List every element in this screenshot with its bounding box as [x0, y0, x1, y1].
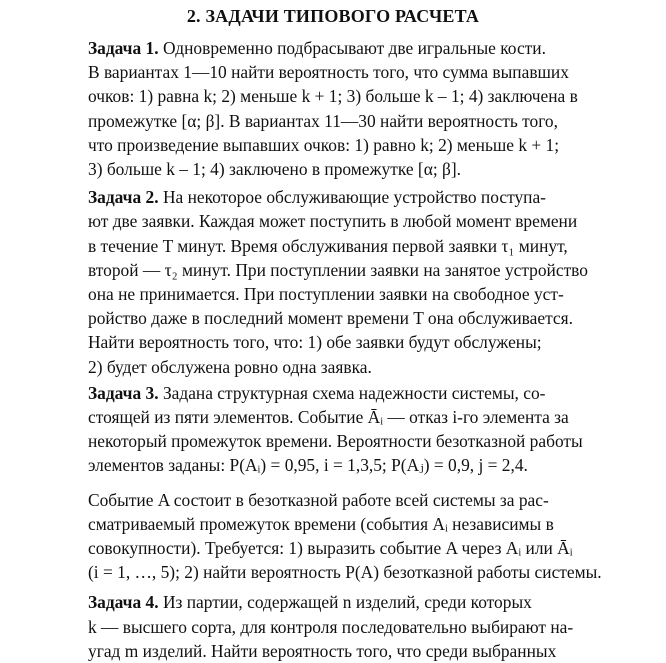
task-2-paragraph	[58, 185, 608, 379]
task-2-line: На некоторое обслуживающие устройство поступа-	[162, 187, 546, 208]
task-3-cont-line: (i = 1, …, 5); 2) найти вероятность P(A) безотказной работы системы.	[88, 562, 602, 583]
task-3-line: элементов заданы: P(Aᵢ) = 0,95, i = 1,3,5; P(Aⱼ) = 0,9, j = 2,4.	[88, 455, 528, 476]
task-3-cont-line: Событие A состоит в безотказной работе всей системы за рас-	[88, 489, 549, 510]
task-2-line: Найти вероятность того, что: 1) обе заявки будут обслужены;	[88, 332, 542, 353]
task-1-line: В вариантах 1—10 найти вероятность того, что сумма выпавших	[88, 62, 569, 83]
task-3-line: стоящей из пяти элементов. Событие Āᵢ — отказ i-го элемента за	[88, 407, 569, 428]
task-3-line: некоторый промежуток времени. Вероятности безотказной работы	[88, 431, 583, 452]
task-2-line: в течение T минут. Время обслуживания первой заявки τ₁ минут,	[88, 235, 568, 256]
task-3-cont-line: совокупности). Требуется: 1) выразить событие A через Aᵢ или Āᵢ	[88, 538, 573, 559]
section-title: 2. ЗАДАЧИ ТИПОВОГО РАСЧЕТА	[186, 6, 480, 26]
task-1-line: промежутке [α; β]. В вариантах 11—30 найти вероятность того,	[88, 110, 558, 131]
task-1-line: очков: 1) равна k; 2) меньше k + 1; 3) больше k – 1; 4) заключена в	[88, 86, 578, 107]
task-1-label: Задача 1.	[88, 38, 159, 58]
task-4-paragraph	[58, 590, 608, 663]
task-3-label: Задача 3.	[88, 382, 159, 403]
task-2-label: Задача 2.	[88, 187, 159, 208]
task-2-line: 2) будет обслужена ровно одна заявка.	[88, 356, 372, 377]
task-3-cont-line: сматриваемый промежуток времени (события Aᵢ независимы в	[88, 513, 554, 534]
task-2-line: ройство даже в последний момент времени T она обслуживается.	[88, 308, 573, 329]
task-2-line: второй — τ₂ минут. При поступлении заявки на занятое устройство	[88, 259, 588, 280]
task-1-line: Одновременно подбрасывают две игральные кости.	[162, 38, 546, 58]
task-1-paragraph	[58, 36, 608, 181]
task-4-label: Задача 4.	[88, 592, 159, 613]
task-4-line: угад m изделий. Найти вероятность того, что среди выбранных	[88, 640, 557, 661]
task-4-line: Из партии, содержащей n изделий, среди которых	[162, 592, 532, 613]
task-3-line: Задана структурная схема надежности системы, со-	[162, 382, 546, 403]
document-page	[58, 0, 608, 663]
task-3-paragraph	[58, 381, 608, 478]
task-1-line: что произведение выпавших очков: 1) равно k; 2) меньше k + 1;	[88, 134, 560, 155]
task-2-line: она не принимается. При поступлении заявки на свободное уст-	[88, 284, 564, 305]
task-4-line: k — высшего сорта, для контроля последовательно выбирают на-	[88, 616, 574, 637]
task-2-line: ют две заявки. Каждая может поступить в любой момент времени	[88, 211, 578, 232]
task-3-continuation-paragraph	[58, 488, 608, 585]
task-1-line: 3) больше k – 1; 4) заключено в промежутке [α; β].	[88, 159, 461, 180]
